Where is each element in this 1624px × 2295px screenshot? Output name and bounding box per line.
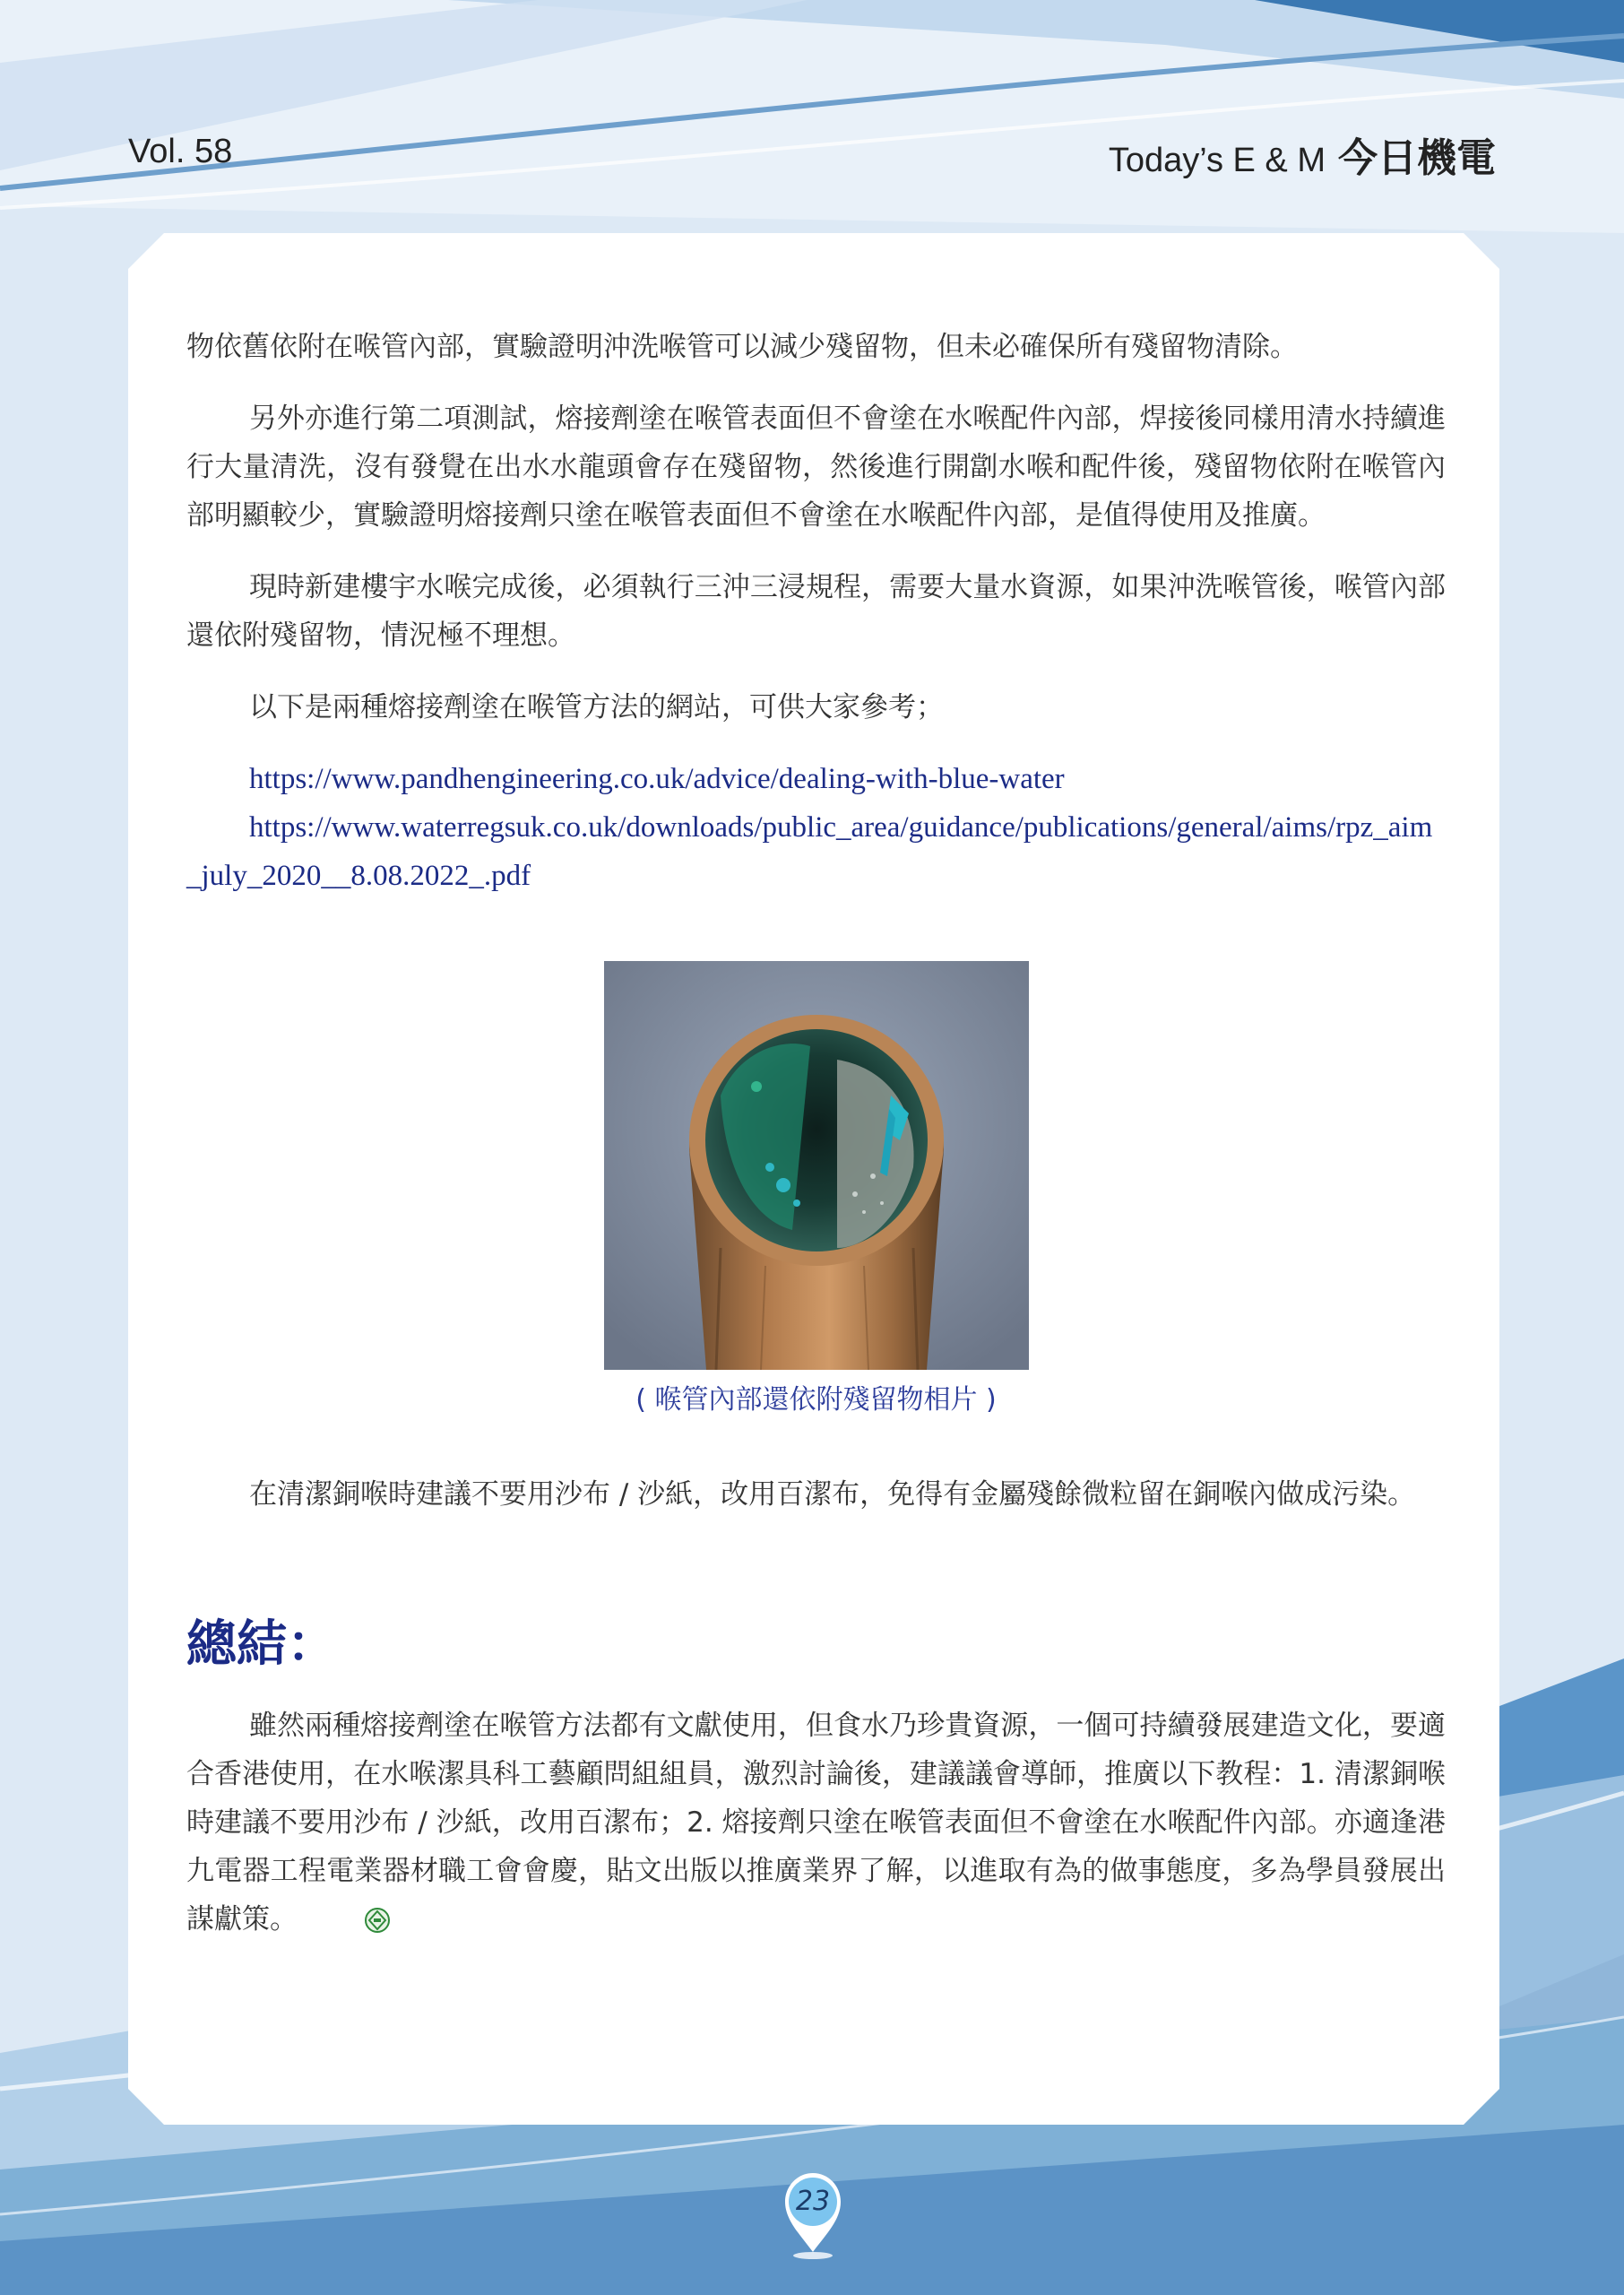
magazine-title-cn: 今日機電 — [1338, 135, 1496, 181]
reference-links — [186, 755, 1446, 900]
union-logo-icon — [301, 1901, 328, 1927]
magazine-title-en: Today’s E & M — [1108, 142, 1326, 179]
article-body — [186, 323, 1446, 1967]
pipe-residue-photo — [604, 961, 1029, 1370]
magazine-title — [1109, 126, 1496, 183]
reference-link-1[interactable]: https://www.pandhengineering.co.uk/advice/dealing-with-blue-water — [249, 763, 1065, 795]
paragraph-after-figure: 在清潔銅喉時建議不要用沙布 / 沙紙，改用百潔布，免得有金屬殘餘微粒留在銅喉內做成污染。 — [249, 1478, 1416, 1511]
summary-heading: 總結： — [186, 1615, 337, 1674]
paragraph-2: 另外亦進行第二項測試，熔接劑塗在喉管表面但不會塗在水喉配件內部，焊接後同樣用清水持續進行大量清洗，沒有發覺在出水水龍頭會存在殘留物，然後進行開劏水喉和配件後，殘留物依附在喉管內部明顯較少，實驗證明熔接劑只塗在喉管表面但不會塗在水喉配件內部，是值得使用及推廣。 — [186, 403, 1446, 532]
page-number: 23 — [795, 2185, 831, 2217]
paragraph-3: 現時新建樓宇水喉完成後，必須執行三沖三浸規程，需要大量水資源，如果沖洗喉管後，喉管內部還依附殘留物，情況極不理想。 — [186, 571, 1446, 652]
reference-link-2[interactable]: https://www.waterregsuk.co.uk/downloads/public_area/guidance/publications/general/aims/rpz_aim_july_2020__8.08.2022_.pdf — [186, 811, 1433, 892]
figure-caption: ( 喉管內部還依附殘留物相片 ) — [635, 1384, 997, 1416]
paragraph-4: 以下是兩種熔接劑塗在喉管方法的網站，可供大家參考； — [249, 691, 944, 723]
page-number-marker — [782, 2169, 844, 2259]
figure — [186, 961, 1446, 1418]
summary-paragraph — [186, 1702, 1446, 1944]
paragraph-1: 物依舊依附在喉管內部，實驗證明沖洗喉管可以減少殘留物，但未必確保所有殘留物清除。 — [186, 331, 1298, 363]
volume-label: Vol. 58 — [128, 133, 233, 170]
summary-text: 雖然兩種熔接劑塗在喉管方法都有文獻使用，但食水乃珍貴資源，一個可持續發展建造文化，要適合香港使用，在水喉潔具科工藝顧問組組員，激烈討論後，建議議會導師，推廣以下教程：1. 清潔銅喉時建議不要用沙布 / 沙紙，改用百潔布；2. 熔接劑只塗在喉管表面但不會塗在水喉配件內部。亦適逢港九電器工程電業器材職工會會慶，貼文出版以推廣業界了解，以進取有為的做事態度，多為學員發展出謀獻策。 — [186, 1710, 1446, 1936]
